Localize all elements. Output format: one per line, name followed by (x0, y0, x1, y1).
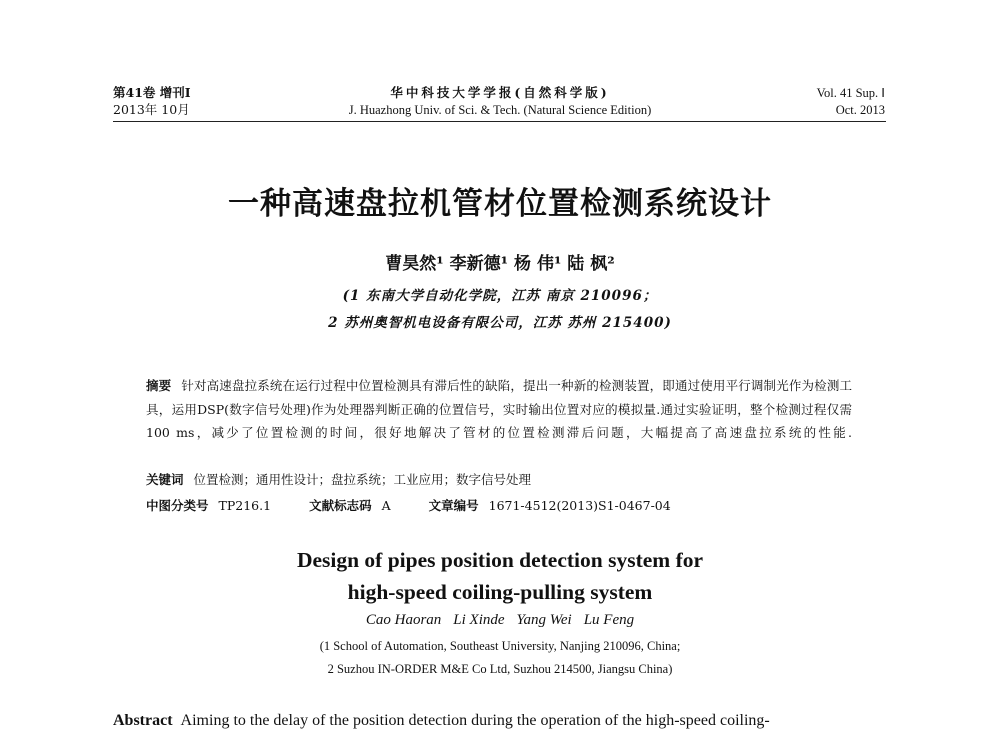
clc-label: 中图分类号 (146, 498, 209, 513)
classification-line (146, 496, 671, 514)
doc-code-label: 文献标志码 (309, 498, 372, 513)
title-en-line2: high-speed coiling-pulling system (347, 580, 653, 604)
affiliation-zh-line1: (1 东南大学自动化学院，江苏 南京 210096； (342, 288, 658, 304)
abstract-en-label: Abstract (113, 712, 173, 729)
authors-en (0, 612, 1000, 629)
header-date: 2013年 10月 (113, 102, 190, 117)
keywords-text: 位置检测；通用性设计；盘拉系统；工业应用；数字信号处理 (193, 472, 532, 487)
article-number-label: 文章编号 (428, 498, 479, 513)
header-volume-en: Vol. 41 Sup. Ⅰ (816, 86, 885, 100)
author-en-1: Cao Haoran (365, 612, 442, 628)
abstract-zh (146, 374, 852, 445)
affiliation-zh-line2: 2 苏州奥智机电设备有限公司，江苏 苏州 215400) (328, 315, 672, 331)
affiliation-en-line2: 2 Suzhou IN-ORDER M&E Co Ltd, Suzhou 214500, Jiangsu China) (327, 662, 673, 676)
header-date-en: Oct. 2013 (835, 103, 885, 117)
author-en-4: Lu Feng (583, 612, 635, 628)
authors-zh: 曹昊然¹ 李新德¹ 杨 伟¹ 陆 枫² (385, 254, 615, 274)
header-volume: 第41卷 增刊Ⅰ (113, 85, 191, 100)
abstract-zh-label: 摘要 (146, 378, 172, 393)
header-rule (113, 121, 886, 122)
affiliation-en-line1: (1 School of Automation, Southeast University, Nanjing 210096, China; (319, 639, 681, 653)
author-en-3: Yang Wei (516, 612, 572, 628)
header-journal-zh: 华中科技大学学报(自然科学版) (390, 85, 610, 100)
title-en-line1: Design of pipes position detection system for (296, 548, 704, 572)
keywords-label: 关键词 (146, 472, 184, 487)
abstract-en-text: Aiming to the delay of the position detection during the operation of the high-speed coiling- (180, 712, 770, 729)
article-number-value: 1671-4512(2013)S1-0467-04 (488, 498, 671, 513)
title-zh: 一种高速盘拉机管材位置检测系统设计 (228, 186, 772, 222)
abstract-zh-text: 针对高速盘拉系统在运行过程中位置检测具有滞后性的缺陷，提出一种新的检测装置，即通过使用平行调制光作为检测工具，运用DSP(数字信号处理)作为处理器判断正确的位置信号，实时输出位置对应的模拟量.通过实验证明，整个检测过程仅需100 ms，减少了位置检测的时间，很好地解决了管材的位置检测滞后问题，大幅提高了高速盘拉系统的性能. (146, 378, 852, 440)
header-journal-en: J. Huazhong Univ. of Sci. & Tech. (Natural Science Edition) (348, 103, 652, 117)
author-en-2: Li Xinde (453, 612, 505, 628)
clc-value: TP216.1 (218, 498, 272, 513)
abstract-en (113, 712, 770, 730)
keywords-zh (146, 470, 531, 488)
doc-code-value: A (381, 498, 391, 513)
